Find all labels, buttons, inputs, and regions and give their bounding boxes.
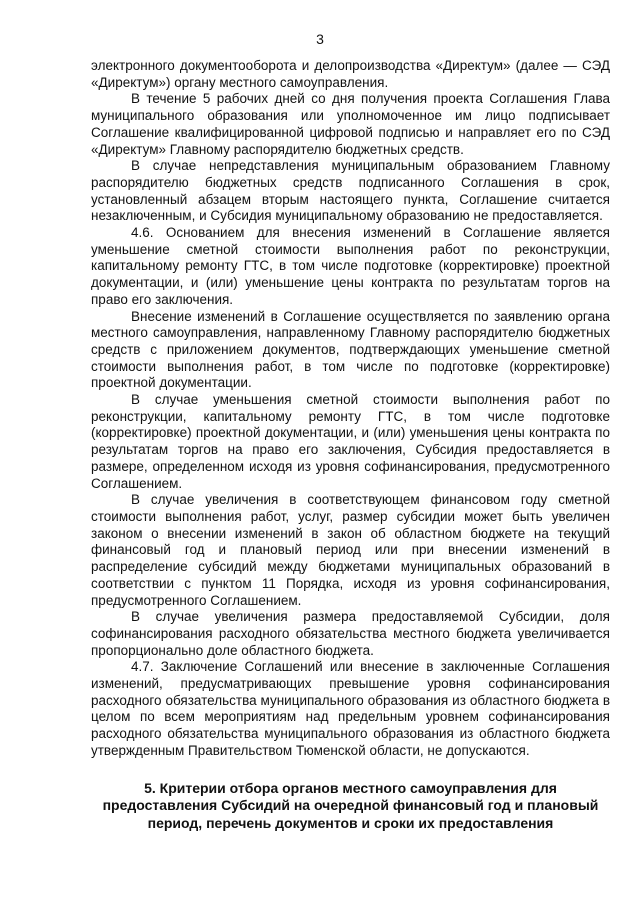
paragraph-4-6-grounds-for-changes: 4.6. Основанием для внесения изменений в Соглашение является уменьшение сметной стоимости выполнения работ по реконструкции, капитальному ремонту ГТС, в том числе подготовке (корректировке) проектной документации, и (или) уменьшение цены контракта по результатам торгов на право его заключения.	[91, 225, 610, 307]
paragraph-signing-deadline: В течение 5 рабочих дней со дня получения проекта Соглашения Глава муниципального образования или уполномоченное им лицо подписывает Соглашение квалифицированной цифровой подписью и направляет его по СЭД «Директум» Главному распорядителю бюджетных средств.	[91, 91, 610, 157]
paragraph-unsigned-agreement: В случае непредставления муниципальным образованием Главному распорядителю бюджетных средств подписанного Соглашения в срок, установленный абзацем вторым настоящего пункта, Соглашение считается незаключенным, и Субсидия муниципальному образованию не предоставляется.	[91, 158, 610, 224]
paragraph-cost-decrease: В случае уменьшения сметной стоимости выполнения работ по реконструкции, капитальному ремонту ГТС, в том числе подготовке (корректировке) проектной документации, и (или) уменьшения цены контракта по результатам торгов на право его заключения, Субсидия предоставляется в размере, определенном исходя из уровня софинансирования, предусмотренного Соглашением.	[91, 392, 610, 491]
page-number: 3	[316, 31, 324, 47]
section-5-heading: 5. Критерии отбора органов местного самоуправления для предоставления Субсидий на очередной финансовый год и плановый период, перечень документов и сроки их предоставления	[102, 779, 599, 831]
paragraph-changes-procedure: Внесение изменений в Соглашение осуществляется по заявлению органа местного самоуправления, направленному Главному распорядителю бюджетных средств с приложением документов, подтверждающих уменьшение сметной стоимости выполнения работ, в том числе по подготовке (корректировке) проектной документации.	[91, 308, 610, 391]
document-body	[91, 58, 610, 832]
paragraph-sed-continuation: электронного документооборота и делопроизводства «Директум» (далее — СЭД «Директум») органу местного самоуправления.	[91, 58, 610, 90]
paragraph-4-7-cofinancing-limit: 4.7. Заключение Соглашений или внесение в заключенные Соглашения изменений, предусматривающих превышение уровня софинансирования расходного обязательства муниципального образования из областного бюджета в целом по всем мероприятиям над предельным уровнем софинансирования расходного обязательства муниципального образования из областного бюджета утвержденным Правительством Тюменской области, не допускаются.	[91, 659, 610, 758]
paragraph-subsidy-increase: В случае увеличения размера предоставляемой Субсидии, доля софинансирования расходного обязательства местного бюджета увеличивается пропорционально доле областного бюджета.	[91, 609, 610, 658]
paragraph-cost-increase: В случае увеличения в соответствующем финансовом году сметной стоимости выполнения работ, услуг, размер субсидии может быть увеличен законом о внесении изменений в закон об областном бюджете на текущий финансовый год и плановый период или при внесении изменений в распределение субсидий между бюджетами муниципальных образований в соответствии с пунктом 11 Порядка, исходя из уровня софинансирования, предусмотренного Соглашением.	[91, 492, 610, 608]
